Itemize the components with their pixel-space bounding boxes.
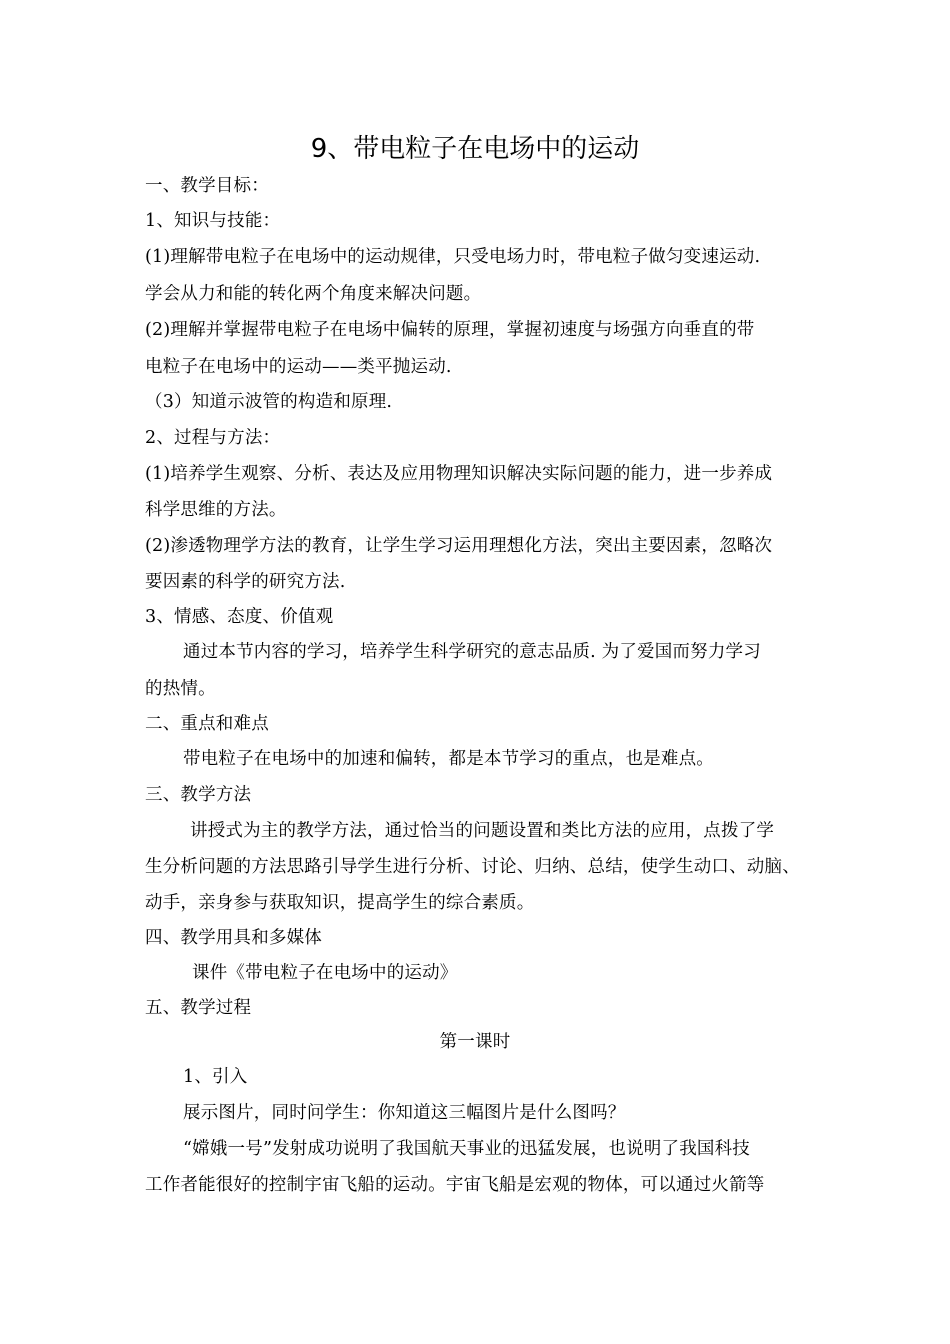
paragraph-line: 展示图片，同时问学生：你知道这三幅图片是什么图吗？ [183, 1103, 626, 1123]
paragraph-line: (2)理解并掌握带电粒子在电场中偏转的原理，掌握初速度与场强方向垂直的带 [145, 320, 755, 340]
paragraph-line: （3）知道示波管的构造和原理. [145, 392, 393, 412]
section-heading-process: 五、教学过程 [145, 998, 252, 1018]
subheading-knowledge: 1、知识与技能： [145, 211, 281, 231]
section-heading-tools: 四、教学用具和多媒体 [145, 928, 322, 948]
document-title: 9、带电粒子在电场中的运动 [310, 134, 640, 164]
subheading-attitude: 3、情感、态度、价值观 [145, 607, 334, 627]
section-heading-keypoints: 二、重点和难点 [145, 714, 269, 734]
paragraph-line: “嫦娥一号”发射成功说明了我国航天事业的迅猛发展，也说明了我国科技 [183, 1139, 750, 1159]
lesson-heading: 第一课时 [439, 1032, 511, 1052]
paragraph-line: 要因素的科学的研究方法. [145, 572, 346, 592]
paragraph-line: 生分析问题的方法思路引导学生进行分析、讨论、归纳、总结，使学生动口、动脑、 [145, 857, 800, 877]
subheading-intro: 1、引入 [183, 1067, 248, 1087]
section-heading-goals: 一、教学目标： [145, 176, 269, 196]
paragraph-line: (1)培养学生观察、分析、表达及应用物理知识解决实际问题的能力，进一步养成 [145, 464, 773, 484]
section-heading-method: 三、教学方法 [145, 785, 252, 805]
subheading-process: 2、过程与方法： [145, 428, 281, 448]
paragraph-line: 带电粒子在电场中的加速和偏转，都是本节学习的重点，也是难点。 [183, 749, 714, 769]
paragraph-line: 科学思维的方法。 [145, 500, 287, 520]
paragraph-line: 学会从力和能的转化两个角度来解决问题。 [145, 284, 482, 304]
paragraph-line: 动手，亲身参与获取知识，提高学生的综合素质。 [145, 893, 535, 913]
paragraph-line: (2)渗透物理学方法的教育，让学生学习运用理想化方法，突出主要因素，忽略次 [145, 536, 773, 556]
paragraph-line: 讲授式为主的教学方法，通过恰当的问题设置和类比方法的应用，点拨了学 [190, 821, 775, 841]
paragraph-line: 工作者能很好的控制宇宙飞船的运动。宇宙飞船是宏观的物体，可以通过火箭等 [145, 1175, 765, 1195]
paragraph-line: 课件《带电粒子在电场中的运动》 [192, 963, 458, 983]
paragraph-line: 通过本节内容的学习，培养学生科学研究的意志品质. 为了爱国而努力学习 [183, 642, 761, 662]
paragraph-line: 电粒子在电场中的运动——类平抛运动. [145, 357, 452, 377]
paragraph-line: (1)理解带电粒子在电场中的运动规律，只受电场力时，带电粒子做匀变速运动. [145, 247, 761, 267]
paragraph-line: 的热情。 [145, 679, 216, 699]
